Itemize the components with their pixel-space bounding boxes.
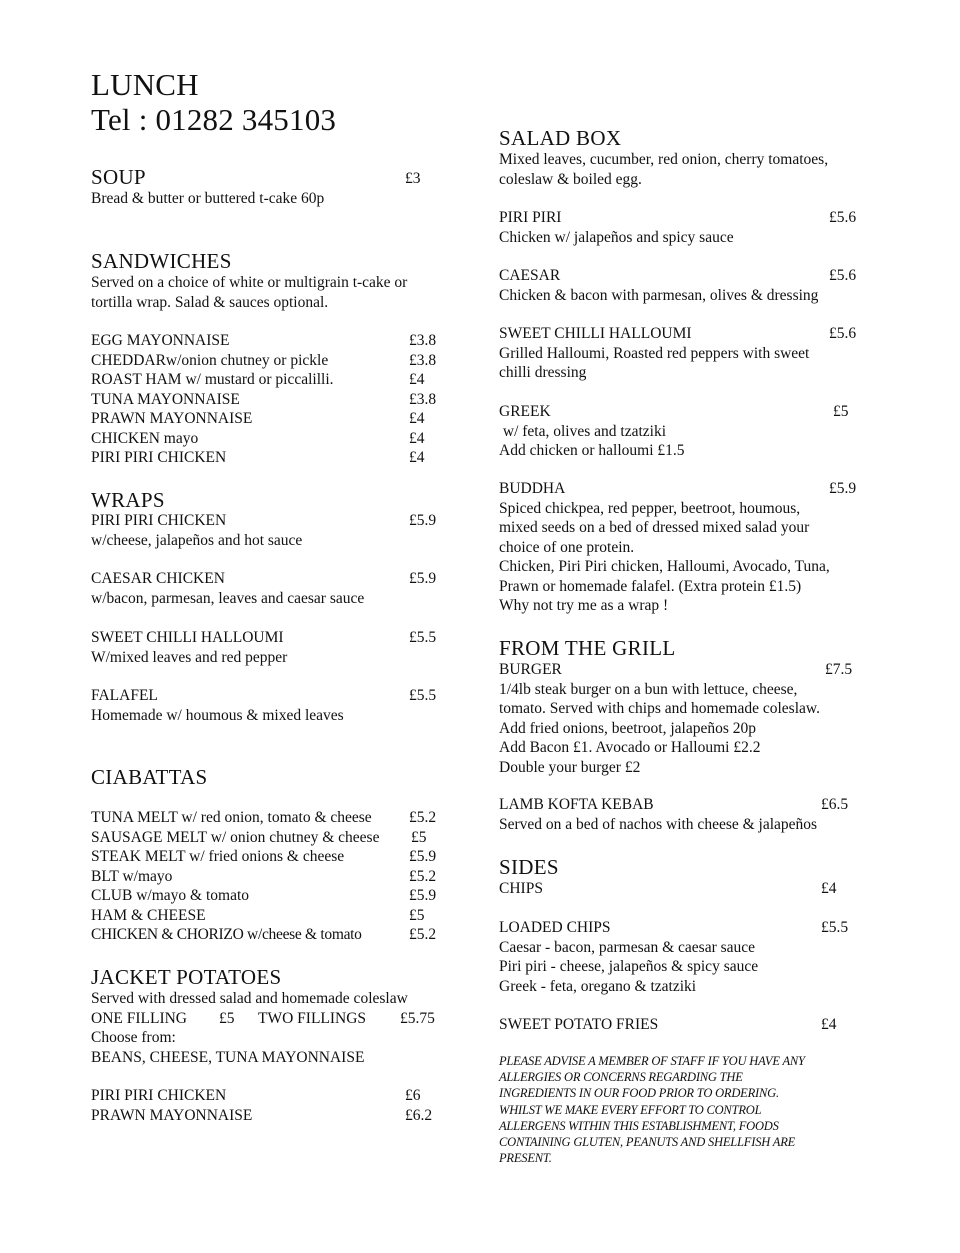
item-name: SWEET POTATO FRIES: [499, 1016, 659, 1033]
menu-item: [91, 409, 441, 429]
menu-item: [91, 331, 441, 351]
item-price: £4: [409, 371, 425, 388]
menu-item: [91, 1086, 441, 1106]
item-description: tomato. Served with chips and homemade coleslaw.: [499, 700, 820, 717]
item-name: PIRI PIRI: [499, 209, 562, 226]
sandwiches-section: [91, 249, 441, 312]
item-description: 1/4lb steak burger on a bun with lettuce, cheese,: [499, 680, 798, 698]
sandwiches-description-line: Served on a choice of white or multigrain t-cake or: [91, 274, 408, 291]
wraps-item: [91, 511, 441, 550]
soup-heading: SOUP: [91, 165, 146, 189]
item-price: £5.9: [409, 887, 437, 904]
item-description: Served on a bed of nachos with cheese & jalapeños: [499, 815, 818, 833]
item-name: SWEET CHILLI HALLOUMI: [499, 325, 692, 342]
item-description: Add fried onions, beetroot, jalapeños 20p: [499, 719, 756, 737]
ciabattas-list: [91, 808, 441, 945]
item-description: Prawn or homemade falafel. (Extra protein £1.5): [499, 577, 802, 595]
item-name: HAM & CHEESE: [91, 906, 206, 924]
item-description: Double your burger £2: [499, 758, 641, 776]
sandwiches-heading: SANDWICHES: [91, 249, 232, 273]
menu-item: [91, 448, 441, 468]
telephone-number: Tel : 01282 345103: [91, 102, 337, 137]
salad-box-section: [499, 126, 869, 189]
salad-box-heading: SALAD BOX: [499, 126, 622, 150]
item-description: Why not try me as a wrap !: [499, 597, 669, 614]
item-price: £5.6: [829, 267, 857, 284]
item-name: PIRI PIRI CHICKEN: [91, 449, 227, 466]
sides-heading: SIDES: [499, 855, 559, 879]
salad-item: [499, 402, 869, 461]
allergy-line: CONTAINING GLUTEN, PEANUTS AND SHELLFISH ARE: [499, 1135, 796, 1150]
item-name: LOADED CHIPS: [499, 919, 611, 936]
item-price: £6.5: [821, 796, 849, 813]
item-name: PRAWN MAYONNAISE: [91, 1106, 253, 1124]
sides-item: [499, 918, 869, 996]
item-price: £4: [409, 410, 425, 427]
menu-item: [91, 847, 441, 867]
item-name: FALAFEL: [91, 687, 158, 704]
filling-prices: [91, 1009, 441, 1029]
grill-item: [499, 795, 869, 834]
item-description: Homemade w/ houmous & mixed leaves: [91, 706, 344, 724]
soup-section: [91, 165, 431, 209]
item-description: w/ feta, olives and tzatziki: [499, 422, 666, 440]
item-name: EGG MAYONNAISE: [91, 332, 230, 349]
item-price: £4: [821, 1016, 837, 1033]
grill-heading: FROM THE GRILL: [499, 636, 676, 660]
item-name: TUNA MAYONNAISE: [91, 390, 240, 408]
jacket-extra-list: [91, 1086, 441, 1125]
allergy-line: PLEASE ADVISE A MEMBER OF STAFF IF YOU HAVE ANY: [499, 1054, 805, 1068]
item-price: £5.6: [829, 325, 857, 342]
item-description: mixed seeds on a bed of dressed mixed salad your: [499, 519, 810, 536]
item-name: CHICKEN mayo: [91, 429, 199, 447]
menu-item: [91, 370, 441, 390]
two-fillings-label: TWO FILLINGS: [258, 1009, 367, 1027]
item-description: Chicken & bacon with parmesan, olives & dressing: [499, 286, 819, 304]
sandwiches-description-line: tortilla wrap. Salad & sauces optional.: [91, 293, 329, 311]
allergy-line: ALLERGENS WITHIN THIS ESTABLISHMENT, FOODS: [499, 1118, 779, 1133]
item-description: W/mixed leaves and red pepper: [91, 648, 288, 666]
item-price: £4: [409, 429, 425, 447]
item-description: Add chicken or halloumi £1.5: [499, 442, 685, 459]
item-price: £4: [821, 880, 837, 897]
wraps-item: [91, 686, 441, 725]
item-price: £5.9: [829, 480, 857, 497]
item-price: £7.5: [825, 661, 853, 678]
menu-item: [91, 429, 441, 449]
sides-item: [499, 1015, 869, 1035]
one-filling-label: ONE FILLING: [91, 1009, 187, 1027]
item-price: £3.8: [409, 390, 437, 408]
menu-item: [91, 886, 441, 906]
ciabattas-heading: CIABATTAS: [91, 765, 208, 789]
item-price: £5.2: [409, 867, 437, 885]
item-price: £5: [411, 828, 427, 846]
menu-item: [91, 867, 441, 887]
sandwiches-list: [91, 331, 441, 468]
jacket-potatoes-details: [91, 989, 441, 1067]
item-price: £5.9: [409, 512, 437, 529]
soup-description: Bread & butter or buttered t-cake 60p: [91, 190, 325, 207]
item-description: Piri piri - cheese, jalapeños & spicy sauce: [499, 958, 759, 975]
item-price: £6.2: [405, 1106, 433, 1124]
fillings-list: BEANS, CHEESE, TUNA MAYONNAISE: [91, 1048, 365, 1066]
item-price: £5.5: [409, 687, 437, 704]
choose-from-label: Choose from:: [91, 1029, 176, 1046]
item-price: £5.5: [409, 629, 437, 646]
item-name: CHEDDARw/onion chutney or pickle: [91, 351, 329, 369]
item-name: PIRI PIRI CHICKEN: [91, 512, 227, 529]
item-name: PRAWN MAYONNAISE: [91, 410, 253, 427]
salad-item: [499, 266, 869, 305]
item-price: £3.8: [409, 351, 437, 369]
item-name: PIRI PIRI CHICKEN: [91, 1087, 227, 1104]
allergy-notice: [499, 1053, 869, 1166]
item-description: Spiced chickpea, red pepper, beetroot, houmous,: [499, 499, 801, 517]
one-filling-price: £5: [219, 1009, 235, 1027]
item-price: £5.9: [409, 570, 437, 587]
item-description: choice of one protein.: [499, 538, 635, 556]
menu-item: [91, 828, 441, 848]
menu-item: [91, 1106, 441, 1126]
grill-item: [499, 660, 869, 777]
item-price: £5.2: [409, 926, 437, 943]
item-price: £5.2: [409, 809, 437, 826]
wraps-item: [91, 628, 441, 667]
item-name: STEAK MELT w/ fried onions & cheese: [91, 848, 345, 865]
item-name: LAMB KOFTA KEBAB: [499, 796, 654, 813]
item-price: £3.8: [409, 332, 437, 349]
salad-description-line: coleslaw & boiled egg.: [499, 170, 642, 188]
allergy-line: ALLERGIES OR CONCERNS REGARDING THE: [499, 1070, 743, 1085]
item-name: CLUB w/mayo & tomato: [91, 887, 250, 904]
item-name: CHICKEN & CHORIZO w/cheese & tomato: [91, 926, 362, 943]
salad-item: [499, 324, 869, 383]
item-name: ROAST HAM w/ mustard or piccalilli.: [91, 371, 334, 388]
menu-item: [91, 925, 441, 945]
item-price: £4: [409, 449, 425, 466]
item-name: CHIPS: [499, 880, 543, 897]
item-description: Greek - feta, oregano & tzatziki: [499, 977, 697, 995]
item-name: TUNA MELT w/ red onion, tomato & cheese: [91, 809, 372, 826]
menu-title: LUNCH: [91, 67, 199, 102]
wraps-heading: WRAPS: [91, 488, 165, 512]
item-name: SWEET CHILLI HALLOUMI: [91, 629, 284, 646]
jacket-potatoes-heading: JACKET POTATOES: [91, 965, 282, 989]
item-name: CAESAR: [499, 267, 561, 284]
item-description: Caesar - bacon, parmesan & caesar sauce: [499, 938, 756, 956]
allergy-line: PRESENT.: [499, 1151, 552, 1166]
salad-description-line: Mixed leaves, cucumber, red onion, cherry tomatoes,: [499, 151, 829, 168]
item-description: Chicken, Piri Piri chicken, Halloumi, Avocado, Tuna,: [499, 558, 830, 575]
allergy-line: INGREDIENTS IN OUR FOOD PRIOR TO ORDERING.: [499, 1086, 779, 1101]
item-description: Add Bacon £1. Avocado or Halloumi £2.2: [499, 739, 761, 756]
item-description: w/cheese, jalapeños and hot sauce: [91, 531, 303, 549]
item-description: chilli dressing: [499, 364, 587, 381]
item-name: BUDDHA: [499, 480, 566, 497]
item-price: £6: [405, 1087, 421, 1104]
sides-item: [499, 879, 869, 899]
salad-item: [499, 479, 869, 616]
wraps-item: [91, 569, 441, 608]
item-description: Chicken w/ jalapeños and spicy sauce: [499, 228, 734, 246]
item-name: SAUSAGE MELT w/ onion chutney & cheese: [91, 828, 380, 846]
item-name: BLT w/mayo: [91, 867, 173, 885]
item-price: £5: [833, 403, 849, 420]
two-fillings-price: £5.75: [400, 1009, 435, 1027]
menu-item: [91, 808, 441, 828]
item-name: GREEK: [499, 403, 551, 420]
item-description: w/bacon, parmesan, leaves and caesar sauce: [91, 589, 365, 607]
allergy-line: WHILST WE MAKE EVERY EFFORT TO CONTROL: [499, 1102, 762, 1117]
item-name: BURGER: [499, 661, 562, 678]
menu-item: [91, 390, 441, 410]
item-name: CAESAR CHICKEN: [91, 570, 225, 587]
menu-item: [91, 351, 441, 371]
menu-item: [91, 906, 441, 926]
item-description: Grilled Halloumi, Roasted red peppers with sweet: [499, 344, 810, 362]
jacket-description: Served with dressed salad and homemade coleslaw: [91, 990, 408, 1007]
salad-item: [499, 208, 869, 247]
item-price: £5.9: [409, 848, 437, 865]
item-price: £5: [409, 906, 425, 924]
soup-price: £3: [405, 170, 421, 187]
item-price: £5.5: [821, 919, 849, 936]
item-price: £5.6: [829, 209, 857, 226]
